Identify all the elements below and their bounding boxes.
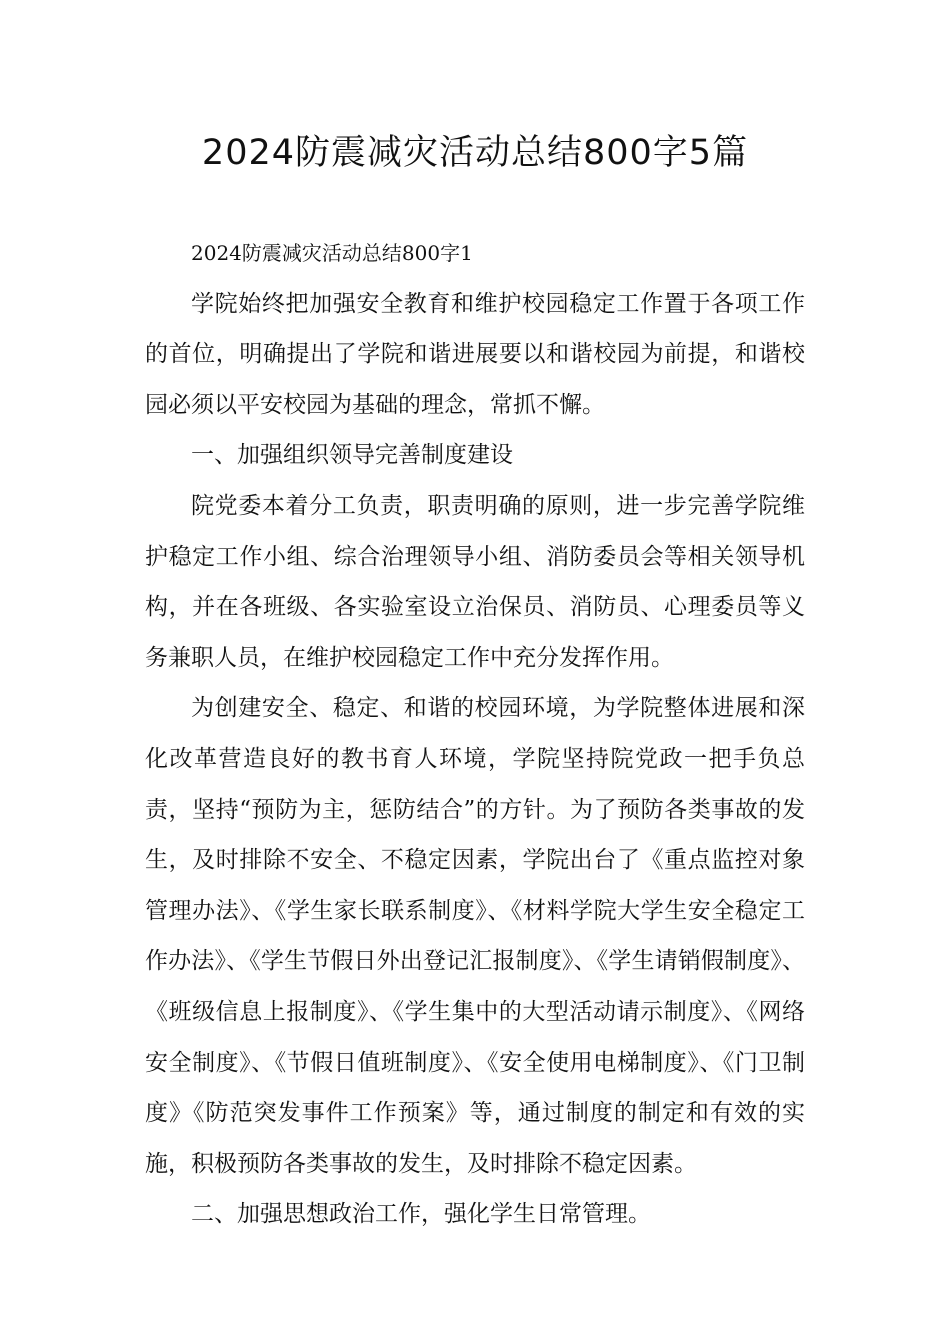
section-heading-1: 一、加强组织领导完善制度建设	[191, 442, 513, 469]
paragraph-intro: 学院始终把加强安全教育和维护校园稳定工作置于各项工作的首位，明确提出了学院和谐进展要以和谐校园为前提，和谐校园必须以平安校园为基础的理念，常抓不懈。	[145, 290, 805, 418]
section-heading-2: 二、加强思想政治工作，强化学生日常管理。	[191, 1201, 651, 1228]
paragraph-organization: 院党委本着分工负责，职责明确的原则，进一步完善学院维护稳定工作小组、综合治理领导小组、消防委员会等相关领导机构，并在各班级、各实验室设立治保员、消防员、心理委员等义务兼职人员，在维护校园稳定工作中充分发挥作用。	[145, 492, 805, 671]
section-subtitle: 2024防震减灾活动总结800字1	[191, 241, 473, 265]
paragraph-regulations: 为创建安全、稳定、和谐的校园环境，为学院整体进展和深化改革营造良好的教书育人环境，学院坚持院党政一把手负总责，坚持“预防为主，惩防结合”的方针。为了预防各类事故的发生，及时排除不安全、不稳定因素，学院出台了《重点监控对象管理办法》、《学生家长联系制度》、《材料学院大学生安全稳定工作办法》、《学生节假日外出登记汇报制度》、《学生请销假制度》、《班级信息上报制度》、《学生集中的大型活动请示制度》、《网络安全制度》、《节假日值班制度》、《安全使用电梯制度》、《门卫制度》《防范突发事件工作预案》等，通过制度的制定和有效的实施，积极预防各类事故的发生，及时排除不稳定因素。	[145, 695, 805, 1177]
document-title: 2024防震减灾活动总结800字5篇	[201, 133, 749, 173]
document-body	[145, 228, 805, 1240]
